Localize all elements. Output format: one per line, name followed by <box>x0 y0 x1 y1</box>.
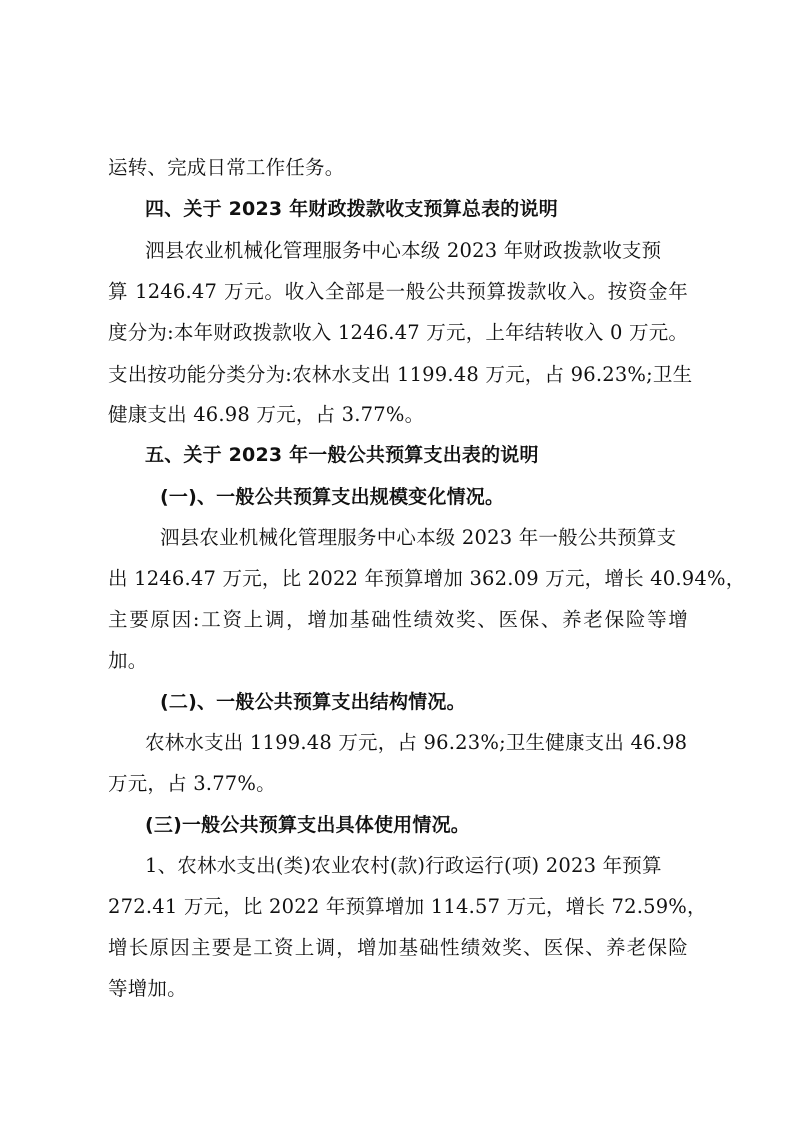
paragraph-line: 度分为:本年财政拨款收入 1246.47 万元，上年结转收入 0 万元。 <box>108 321 689 344</box>
subsection-heading-2: (二)、一般公共预算支出结构情况。 <box>160 691 466 713</box>
paragraph-line: 泗县农业机械化管理服务中心本级 2023 年财政拨款收支预 <box>145 239 662 262</box>
paragraph-line: 增长原因主要是工资上调，增加基础性绩效奖、医保、养老保险 <box>108 936 688 959</box>
paragraph-line: 泗县农业机械化管理服务中心本级 2023 年一般公共预算支 <box>160 526 677 549</box>
paragraph-line: 万元，占 3.77%。 <box>108 772 276 795</box>
paragraph-line: 健康支出 46.98 万元，占 3.77%。 <box>108 403 425 426</box>
subsection-heading-3: (三)一般公共预算支出具体使用情况。 <box>145 814 470 836</box>
paragraph-line: 出 1246.47 万元，比 2022 年预算增加 362.09 万元，增长 40.94%， <box>108 567 746 590</box>
paragraph-line: 等增加。 <box>108 977 187 1000</box>
paragraph-line: 运转、完成日常工作任务。 <box>108 156 345 179</box>
paragraph-line: 算 1246.47 万元。收入全部是一般公共预算拨款收入。按资金年 <box>108 280 688 303</box>
paragraph-line: 支出按功能分类分为:农林水支出 1199.48 万元，占 96.23%;卫生 <box>108 363 693 386</box>
paragraph-line: 1、农林水支出(类)农业农村(款)行政运行(项) 2023 年预算 <box>145 854 662 877</box>
subsection-heading-1: (一)、一般公共预算支出规模变化情况。 <box>160 486 505 508</box>
paragraph-line: 农林水支出 1199.48 万元，占 96.23%;卫生健康支出 46.98 <box>145 731 688 754</box>
section-heading-5: 五、关于 2023 年一般公共预算支出表的说明 <box>145 444 539 466</box>
paragraph-line: 加。 <box>108 649 148 672</box>
paragraph-line: 主要原因:工资上调，增加基础性绩效奖、医保、养老保险等增 <box>108 608 688 631</box>
section-heading-4: 四、关于 2023 年财政拨款收支预算总表的说明 <box>145 198 558 220</box>
paragraph-line: 272.41 万元，比 2022 年预算增加 114.57 万元，增长 72.59%， <box>108 895 707 918</box>
